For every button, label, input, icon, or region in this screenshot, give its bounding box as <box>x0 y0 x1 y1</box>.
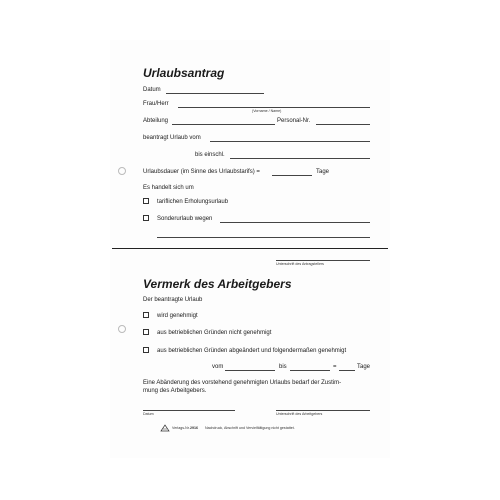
urlaubsdauer-field[interactable] <box>272 175 312 176</box>
genehmigt-tage-field[interactable] <box>339 370 355 371</box>
tage-label: Tage <box>316 169 330 175</box>
abteilung-field[interactable] <box>172 124 275 125</box>
sonderurlaub-checkbox[interactable] <box>143 215 149 221</box>
punch-hole <box>118 325 126 333</box>
urlaub-vom-field[interactable] <box>210 141 370 142</box>
frau-herr-label: Frau/Herr <box>143 101 169 107</box>
tariflich-checkbox[interactable] <box>143 198 149 204</box>
genehmigt-vom-field[interactable] <box>225 370 275 371</box>
genehmigt-label: wird genehmigt <box>157 313 198 319</box>
antragsteller-signature-label: Unterschrift des Antragstellers <box>276 262 324 266</box>
genehmigt-checkbox[interactable] <box>143 312 149 318</box>
sonderurlaub-grund-field-2[interactable] <box>157 237 370 238</box>
bis-label: bis <box>279 364 287 370</box>
tage-label-2: Tage <box>357 364 371 370</box>
personal-nr-field[interactable] <box>316 124 370 125</box>
genehmigt-bis-field[interactable] <box>290 370 330 371</box>
datum-label: Datum <box>143 87 161 93</box>
es-handelt-label: Es handelt sich um <box>143 185 194 191</box>
sonderurlaub-label: Sonderurlaub wegen <box>157 216 213 222</box>
urlaub-bis-field[interactable] <box>230 158 370 159</box>
abgeaendert-label: aus betrieblichen Gründen abgeändert und folgendermaßen genehmigt <box>157 348 347 354</box>
abgeaendert-checkbox[interactable] <box>143 347 149 353</box>
arbeitgeber-datum-field[interactable] <box>143 410 235 411</box>
vorname-name-hint: (Vorname / Name) <box>252 109 282 113</box>
abaenderung-note-line1: Eine Abänderung des vorstehend genehmigten Urlaubs bedarf der Zustim- <box>143 380 342 386</box>
sonderurlaub-grund-field[interactable] <box>220 222 370 223</box>
beantragt-vom-label: beantragt Urlaub vom <box>143 135 201 141</box>
publisher-logo-icon <box>160 424 170 432</box>
datum-field[interactable] <box>166 93 264 94</box>
punch-hole <box>118 167 126 175</box>
vermerk-title: Vermerk des Arbeitgebers <box>143 277 292 291</box>
antragsteller-signature-field[interactable] <box>276 260 370 261</box>
urlaubsdauer-label: Urlaubsdauer (im Sinne des Urlaubstarifs) = <box>143 169 260 175</box>
verlags-nr-value: 2916 <box>190 426 198 430</box>
personal-nr-label: Personal-Nr. <box>277 118 311 124</box>
nicht-genehmigt-label: aus betrieblichen Gründen nicht genehmigt <box>157 330 272 336</box>
der-beantragte-label: Der beantragte Urlaub <box>143 297 203 303</box>
name-field[interactable] <box>178 107 370 108</box>
nicht-genehmigt-checkbox[interactable] <box>143 329 149 335</box>
bis-einschl-label: bis einschl. <box>195 152 225 158</box>
abaenderung-note-line2: mung des Arbeitgebers. <box>143 388 207 394</box>
form-title: Urlaubsantrag <box>143 66 225 80</box>
vom-label: vom <box>212 364 224 370</box>
verlags-nr-label: Verlags-Nr. <box>172 426 190 430</box>
equals-label: = <box>333 364 337 370</box>
abteilung-label: Abteilung <box>143 118 169 124</box>
tariflich-label: tariflichen Erholungsurlaub <box>157 199 229 205</box>
divider-line <box>112 248 388 249</box>
arbeitgeber-signature-field[interactable] <box>276 410 370 411</box>
arbeitgeber-signature-label: Unterschrift des Arbeitgebers <box>276 412 323 416</box>
copyright-notice: Nachdruck, Abschrift und Vervielfältigung nicht gestattet. <box>205 426 295 430</box>
arbeitgeber-datum-label: Datum <box>143 412 154 416</box>
